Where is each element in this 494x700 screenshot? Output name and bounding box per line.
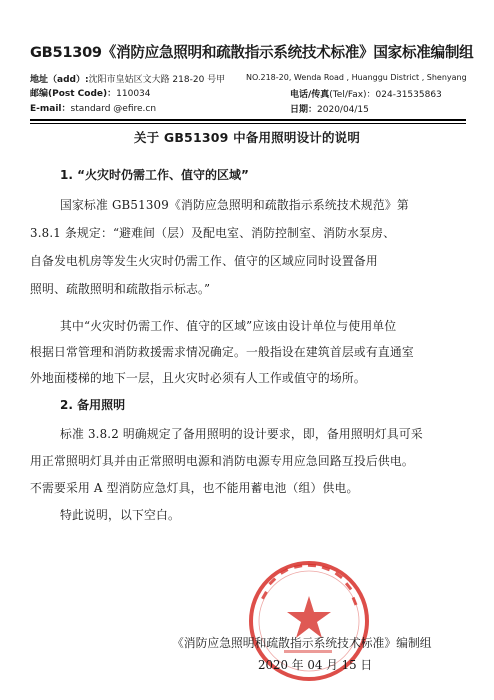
date-line xyxy=(290,102,369,115)
body-line: 3.8.1 条规定：“避难间（层）及配电室、消防控制室、消防水泵房、 xyxy=(30,226,396,240)
body-line: 标准 3.8.2 明确规定了备用照明的设计要求，即，备用照明灯具可采 xyxy=(60,427,423,441)
postcode-value: 110034 xyxy=(116,89,151,99)
signature-date: 2020 年 04 月 15 日 xyxy=(258,658,373,672)
phone-key: 电话/传真 xyxy=(290,90,330,100)
header-divider-thin xyxy=(30,123,466,124)
body-line: 不需要采用 A 型消防应急灯具，也不能用蓄电池（组）供电。 xyxy=(30,481,359,495)
phone-line xyxy=(290,87,442,100)
section-2-heading: 2. 备用照明 xyxy=(60,398,126,412)
body-line: 其中“火灾时仍需工作、值守的区域”应该由设计单位与使用单位 xyxy=(60,319,397,333)
body-line: 外地面楼梯的地下一层，且火灾时必须有人工作或值守的场所。 xyxy=(30,371,366,385)
phone-value: (Tel/Fax)：024-31535863 xyxy=(329,90,442,100)
body-line: 国家标准 GB51309《消防应急照明和疏散指示系统技术规范》第 xyxy=(60,198,409,212)
date-value: 2020/04/15 xyxy=(317,105,369,115)
address-key: 地址（add）: xyxy=(30,75,89,85)
closing-line: 特此说明，以下空白。 xyxy=(60,508,180,522)
postcode-key: 邮编(Post Code)： xyxy=(30,89,117,99)
body-line: 自备发电机房等发生火灾时仍需工作、值守的区域应同时设置备用 xyxy=(30,254,378,268)
email-line xyxy=(30,101,156,114)
body-line: 照明、疏散照明和疏散指示标志。” xyxy=(30,282,211,296)
address-value: 沈阳市皇姑区文大路 218-20 号甲 xyxy=(88,75,226,85)
letterhead-title: GB51309《消防应急照明和疏散指示系统技术标准》国家标准编制组 xyxy=(30,44,474,61)
date-key: 日期： xyxy=(290,105,318,115)
address-english: NO.218-20, Wenda Road , Huanggu District , Shenyang xyxy=(246,73,467,82)
header-divider-thick xyxy=(30,119,466,121)
body-line: 用正常照明灯具并由正常照明电源和消防电源专用应急回路互投后供电。 xyxy=(30,454,414,468)
email-value: standard @efire.cn xyxy=(70,104,157,114)
section-1-heading: 1. “火灾时仍需工作、值守的区域” xyxy=(60,168,249,182)
document-title: 关于 GB51309 中备用照明设计的说明 xyxy=(133,130,361,145)
postcode-line xyxy=(30,86,151,99)
body-line: 根据日常管理和消防救援需求情况确定。一般指设在建筑首层或有直通室 xyxy=(30,345,414,359)
address-line xyxy=(30,72,225,85)
signature-organization: 《消防应急照明和疏散指示系统技术标准》编制组 xyxy=(172,636,432,650)
email-key: E-mail： xyxy=(30,104,71,114)
